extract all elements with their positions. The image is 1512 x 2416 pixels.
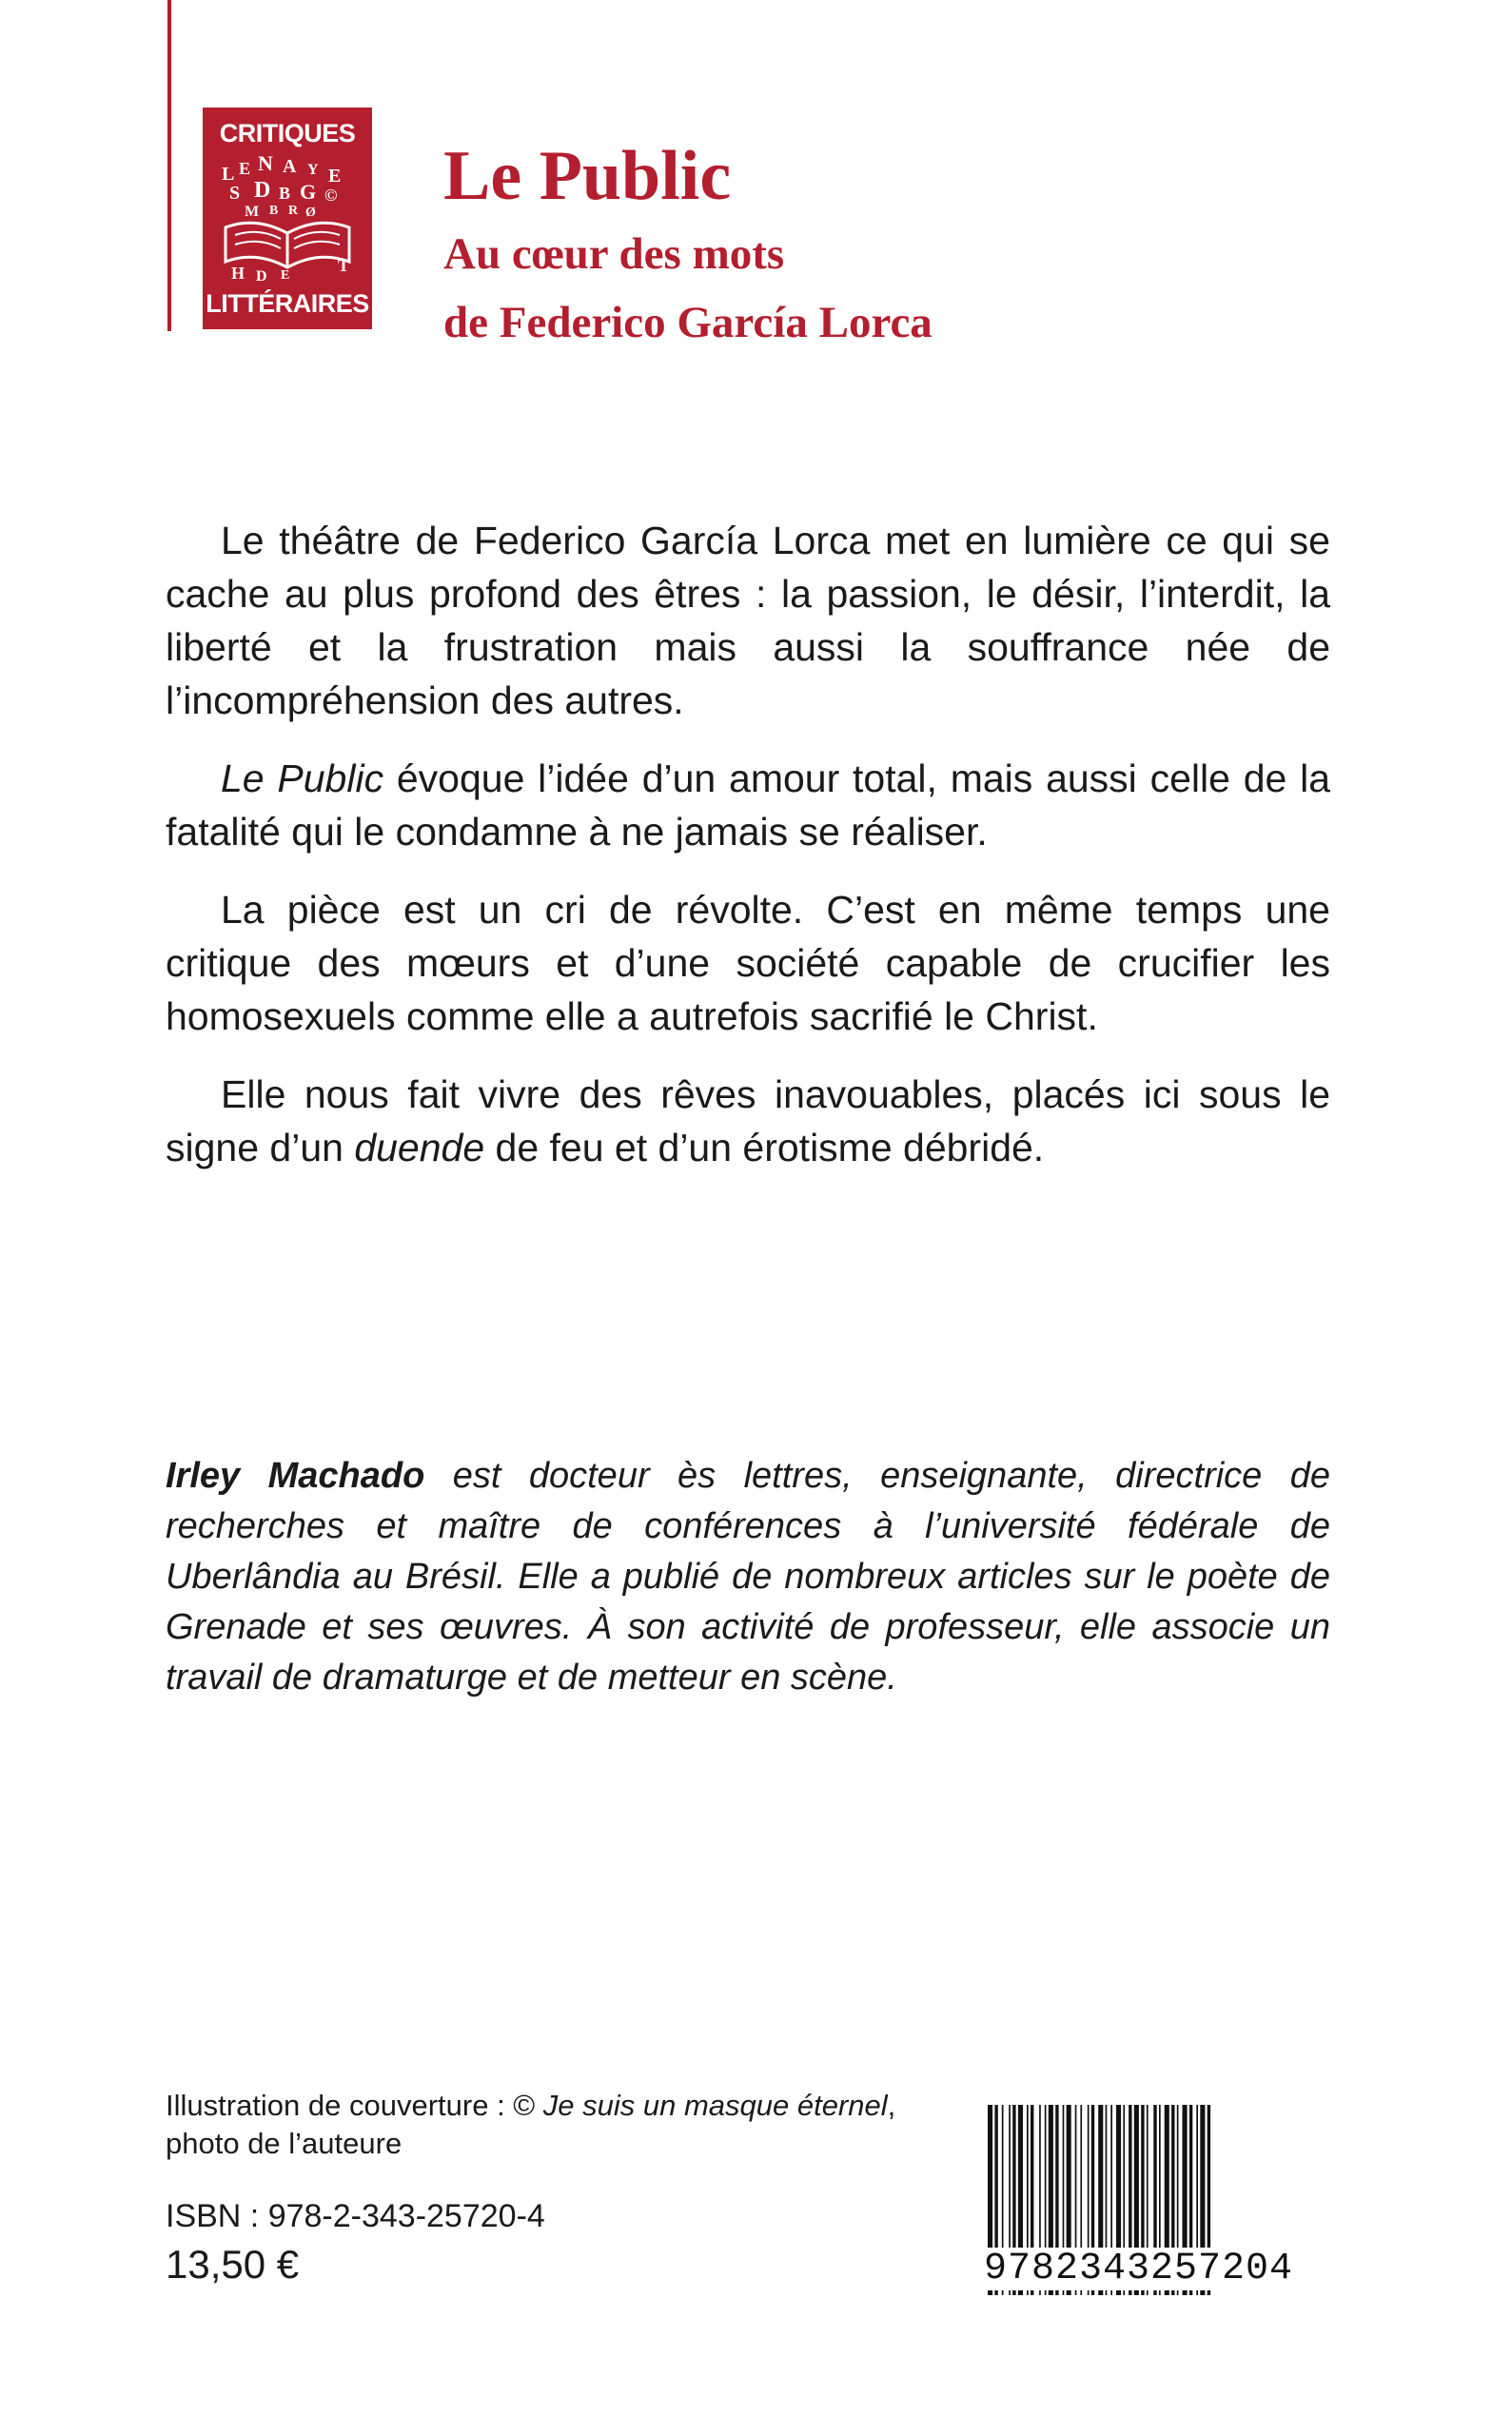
isbn: ISBN : 978-2-343-25720-4 bbox=[166, 2198, 545, 2234]
credits-line-1 bbox=[166, 2087, 895, 2125]
svg-text:G: G bbox=[300, 180, 317, 204]
collection-label-top: CRITIQUES bbox=[219, 119, 356, 147]
blurb-paragraph-4 bbox=[166, 1068, 1330, 1174]
svg-text:T: T bbox=[338, 256, 350, 275]
collection-logo bbox=[203, 108, 372, 329]
svg-text:M: M bbox=[245, 204, 260, 220]
svg-text:L: L bbox=[222, 164, 235, 185]
credits-label: Illustration de couverture : © bbox=[166, 2089, 543, 2122]
duende-term: duende bbox=[354, 1126, 485, 1169]
title-block bbox=[443, 136, 933, 357]
svg-text:H: H bbox=[231, 264, 245, 283]
open-book-letters-icon bbox=[216, 155, 359, 286]
price: 13,50 € bbox=[166, 2242, 300, 2287]
book-subtitle bbox=[443, 220, 933, 357]
blurb-paragraph-2 bbox=[166, 752, 1330, 858]
svg-text:S: S bbox=[229, 183, 241, 204]
svg-text:A: A bbox=[283, 156, 297, 177]
blurb bbox=[166, 514, 1330, 1199]
author-name: Irley Machado bbox=[166, 1456, 425, 1496]
author-bio bbox=[166, 1451, 1330, 1703]
cover-credits bbox=[166, 2087, 895, 2163]
blurb-paragraph-3: La pièce est un cri de révolte. C’est en même temps une critique des mœurs et d’une société capable de crucifier les homosexuels comme elle a autrefois sacrifié le Christ. bbox=[166, 888, 1330, 1038]
svg-text:Ø: Ø bbox=[305, 206, 316, 220]
blurb-paragraph-4-end: de feu et d’un érotisme débridé. bbox=[484, 1126, 1045, 1169]
svg-text:E: E bbox=[328, 166, 342, 187]
svg-text:Y: Y bbox=[307, 162, 319, 178]
credits-line-2: photo de l’auteure bbox=[166, 2127, 403, 2160]
svg-text:E: E bbox=[281, 268, 290, 283]
blurb-paragraph-2-text: évoque l’idée d’un amour total, mais aussi celle de la fatalité qui le condamne à ne jamais se réaliser. bbox=[166, 756, 1330, 854]
credits-punctuation: , bbox=[887, 2089, 896, 2122]
svg-text:R: R bbox=[288, 204, 299, 218]
barcode-digits: 9782343257204 bbox=[980, 2248, 1345, 2290]
svg-text:D: D bbox=[256, 268, 267, 285]
collection-label-bottom: LITTÉRAIRES bbox=[206, 289, 369, 318]
play-title: Le Public bbox=[221, 756, 384, 800]
blurb-paragraph-1: Le théâtre de Federico García Lorca met en lumière ce qui se cache au plus profond des êtres : la passion, le désir, l’interdit, la liberté et la frustration mais aussi la souffrance née de l’incompréhension des autres. bbox=[166, 519, 1330, 722]
subtitle-line-1: Au cœur des mots bbox=[443, 229, 785, 279]
blurb-paragraph-4-start: Elle nous fait vivre des rêves inavouables, placés ici sous le signe d’un bbox=[166, 1072, 1330, 1169]
svg-text:N: N bbox=[258, 155, 273, 175]
subtitle-line-2: de Federico García Lorca bbox=[443, 298, 933, 347]
svg-text:B: B bbox=[279, 184, 291, 203]
svg-text:B: B bbox=[269, 204, 279, 218]
svg-text:E: E bbox=[239, 159, 251, 178]
credits-work-title: Je suis un masque éternel bbox=[542, 2089, 888, 2122]
svg-text:©: © bbox=[324, 186, 338, 205]
author-bio-text: est docteur ès lettres, enseignante, directrice de recherches et maître de conférences à l’université fédérale de Uberlândia au Brésil. Elle a publié de nombreux articles sur le poète de Grenade et ses œuvres. À son activité de professeur, elle associe un travail de dramaturge et de metteur en scène. bbox=[166, 1456, 1330, 1698]
svg-text:D: D bbox=[254, 178, 271, 203]
red-margin-rule bbox=[167, 0, 171, 331]
book-title: Le Public bbox=[443, 137, 732, 215]
